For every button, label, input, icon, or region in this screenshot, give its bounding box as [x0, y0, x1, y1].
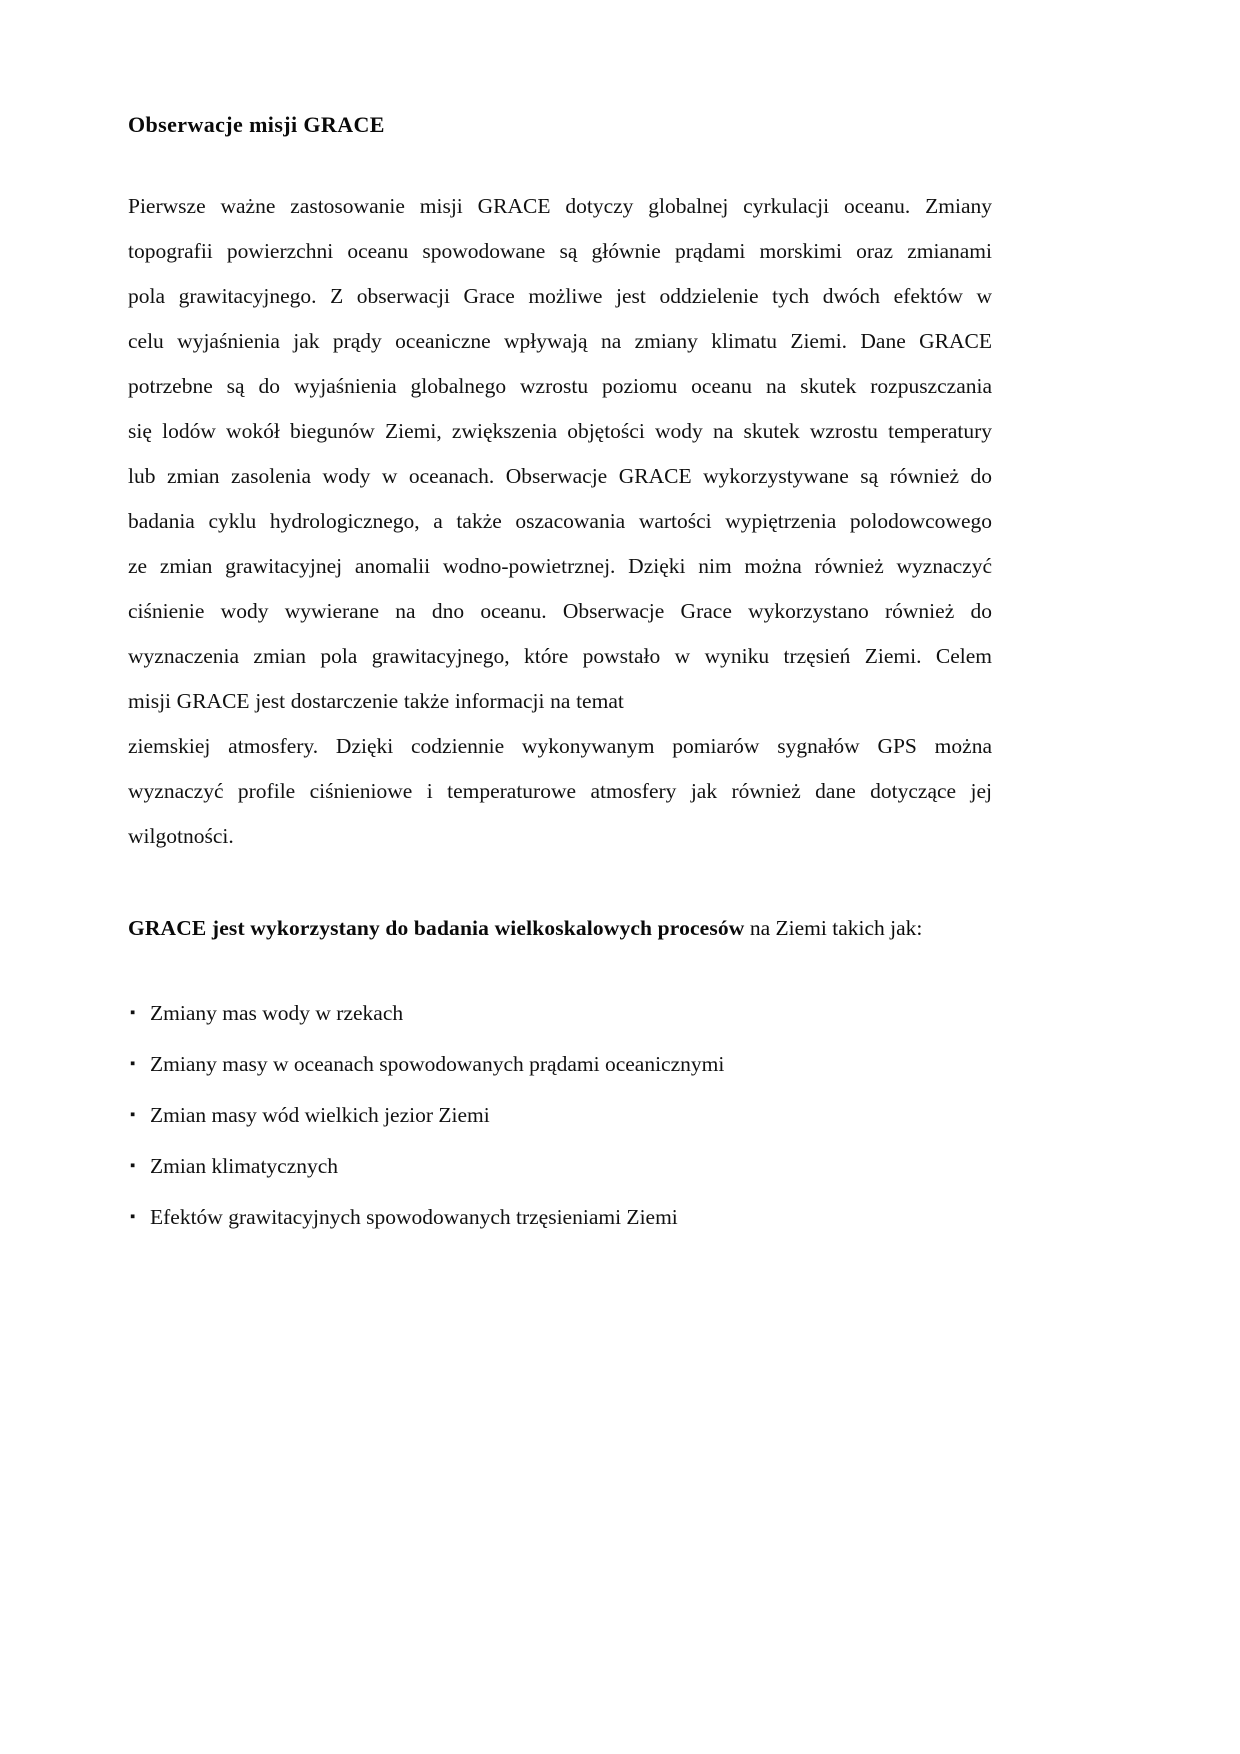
paragraph-line: pola grawitacyjnego. Z obserwacji Grace możliwe jest oddzielenie tych dwóch efektów w	[128, 284, 992, 309]
paragraph-line: potrzebne są do wyjaśnienia globalnego wzrostu poziomu oceanu na skutek rozpuszczania	[128, 374, 992, 399]
section-heading-bold: GRACE jest wykorzystany do badania wielkoskalowych procesów	[128, 916, 745, 941]
list-item-label: Zmiany mas wody w rzekach	[150, 1001, 404, 1026]
paragraph-line: badania cyklu hydrologicznego, a także oszacowania wartości wypiętrzenia polodowcowego	[128, 509, 992, 534]
list-item-label: Zmian klimatycznych	[150, 1154, 339, 1179]
list-item-label: Zmiany masy w oceanach spowodowanych prądami oceanicznymi	[150, 1052, 725, 1077]
paragraph-line: wyznaczenia zmian pola grawitacyjnego, które powstało w wyniku trzęsień Ziemi. Celem	[128, 644, 992, 669]
body-paragraph	[128, 184, 992, 859]
paragraph-line: ziemskiej atmosfery. Dzięki codziennie wykonywanym pomiarów sygnałów GPS można	[128, 734, 992, 759]
square-bullet-icon: ▪	[130, 1107, 136, 1124]
document-content	[128, 112, 992, 1254]
paragraph-line: wyznaczyć profile ciśnieniowe i temperaturowe atmosfery jak również dane dotyczące jej	[128, 779, 992, 804]
square-bullet-icon: ▪	[130, 1158, 136, 1175]
list-item-label: Zmian masy wód wielkich jezior Ziemi	[150, 1103, 490, 1128]
paragraph-line: wilgotności.	[128, 824, 234, 849]
paragraph-line: celu wyjaśnienia jak prądy oceaniczne wpływają na zmiany klimatu Ziemi. Dane GRACE	[128, 329, 992, 354]
square-bullet-icon: ▪	[130, 1209, 136, 1226]
list-item	[128, 1152, 992, 1180]
bullet-list	[128, 999, 992, 1231]
section-heading-normal: na Ziemi takich jak:	[744, 916, 923, 941]
paragraph-line: lub zmian zasolenia wody w oceanach. Obserwacje GRACE wykorzystywane są również do	[128, 464, 992, 489]
paragraph-line: się lodów wokół biegunów Ziemi, zwiększenia objętości wody na skutek wzrostu temperatury	[128, 419, 992, 444]
list-item-label: Efektów grawitacyjnych spowodowanych trzęsieniami Ziemi	[150, 1205, 678, 1230]
list-item	[128, 1050, 992, 1078]
list-item	[128, 1203, 992, 1231]
list-item	[128, 1101, 992, 1129]
paragraph-line: topografii powierzchni oceanu spowodowane są głównie prądami morskimi oraz zmianami	[128, 239, 992, 264]
paragraph-line: ciśnienie wody wywierane na dno oceanu. Obserwacje Grace wykorzystano również do	[128, 599, 992, 624]
section-heading	[128, 911, 992, 945]
square-bullet-icon: ▪	[130, 1005, 136, 1022]
paragraph-line: Pierwsze ważne zastosowanie misji GRACE dotyczy globalnej cyrkulacji oceanu. Zmiany	[128, 194, 992, 219]
paragraph-line: misji GRACE jest dostarczenie także informacji na temat	[128, 689, 624, 714]
list-item	[128, 999, 992, 1027]
page-title: Obserwacje misji GRACE	[128, 112, 385, 137]
square-bullet-icon: ▪	[130, 1056, 136, 1073]
paragraph-line: ze zmian grawitacyjnej anomalii wodno-powietrznej. Dzięki nim można również wyznaczyć	[128, 554, 992, 579]
